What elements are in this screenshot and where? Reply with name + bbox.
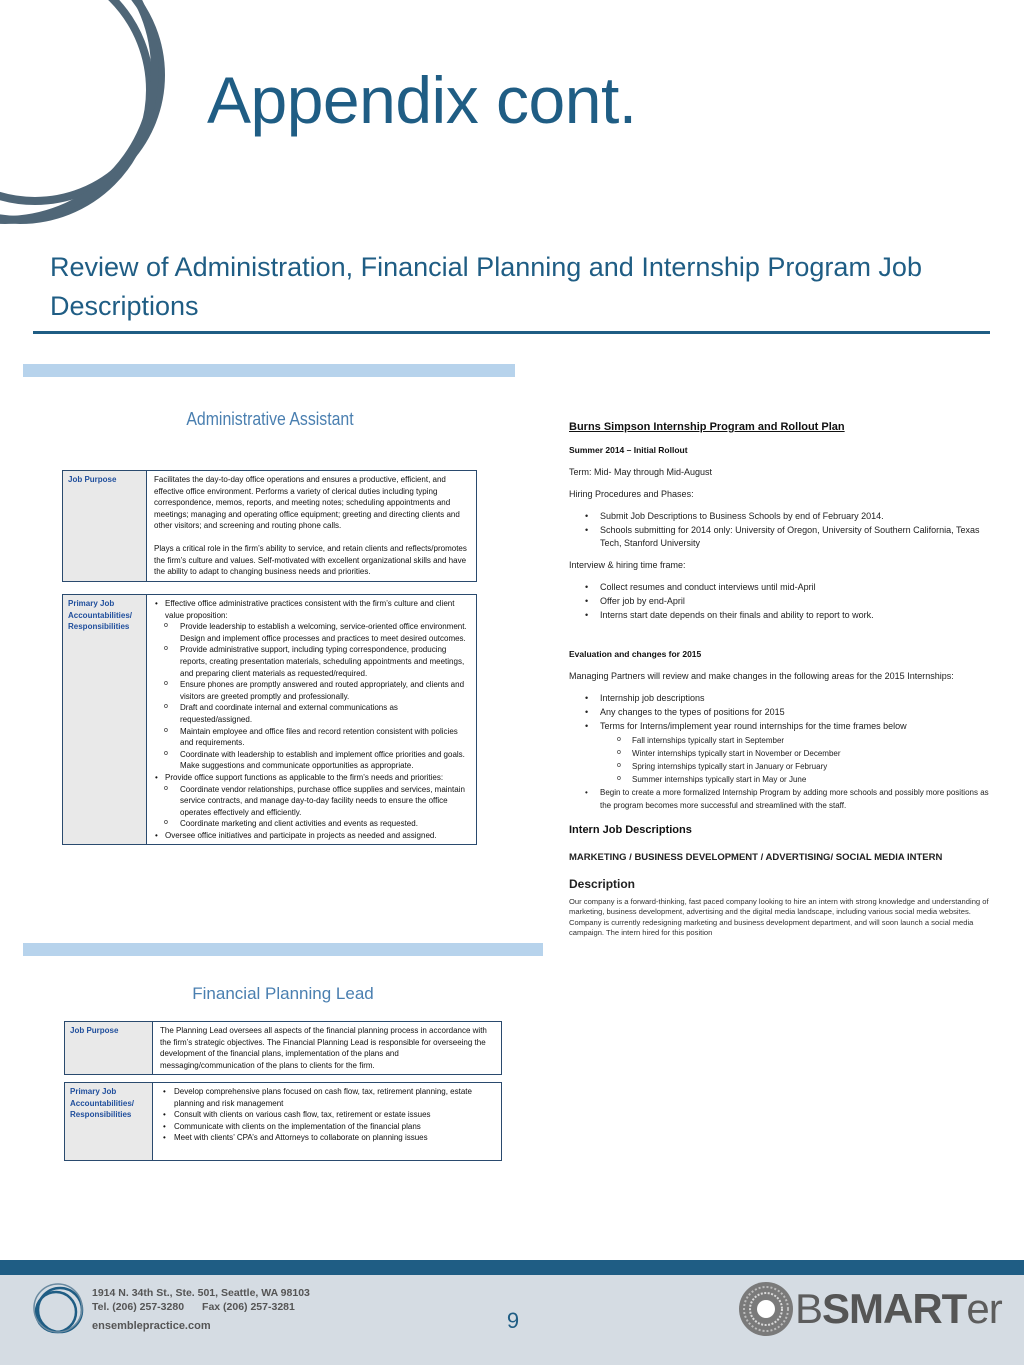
list-item: o Ensure phones are promptly answered and routed appropriately, and clients and visitors are greeted promptly and professionally.: [154, 679, 469, 702]
list-item: • Schools submitting for 2014 only: University of Oregon, University of Southern California, Texas Tech, Stanford University: [569, 524, 999, 550]
ensemble-practice-logo-icon: [28, 1280, 88, 1340]
internship-heading: Burns Simpson Internship Program and Rollout Plan: [569, 421, 845, 433]
eval-heading: Evaluation and changes for 2015: [569, 649, 702, 659]
admin-purpose-label: Job Purpose: [63, 471, 147, 582]
description-text: Our company is a forward-thinking, fast paced company looking to hire an intern with strong knowledge and understanding of marketing, business development, advertising and the digital media landscape, including various social media websites. Company is currently redesigning marketing and business development department, and will soon launch a social media campaign. The intern hired for this position: [569, 897, 989, 938]
list-item: • Communicate with clients on the implementation of the financial plans: [160, 1121, 494, 1133]
admin-responsibilities-label: Primary Job Accountabilities/ Responsibilities: [63, 595, 147, 845]
admin-purpose-table: [62, 470, 477, 582]
brand-bold: SMART: [822, 1285, 967, 1332]
section-band-financial-planning: [23, 943, 543, 956]
list-item: o Provide leadership to establish a welcoming, service-oriented office environment. Design and implement office processes and practices to meet desired outcomes.: [154, 621, 469, 644]
admin-section-title: Administrative Assistant: [186, 409, 354, 429]
list-item: o Maintain employee and office files and record retention consistent with policies and requirements.: [154, 726, 469, 749]
list-item: • Effective office administrative practices consistent with the firm’s culture and client value proposition:: [154, 598, 469, 621]
list-item: o Provide administrative support, including typing correspondence, producing reports, creating presentation materials, scheduling appointments and meetings, and preparing client materials as requested/required.: [154, 644, 469, 679]
list-item: • Oversee office initiatives and participate in projects as needed and assigned.: [154, 830, 469, 842]
list-item: • Any changes to the types of positions for 2015: [569, 706, 999, 719]
interview-list: [569, 581, 999, 622]
admin-responsibilities-content: [147, 595, 477, 845]
fp-purpose-table: [64, 1021, 502, 1075]
list-item: • Begin to create a more formalized Internship Program by adding more schools and possibly more positions as the program becomes more successful and streamlined with the staff.: [569, 786, 999, 812]
intern-jd-heading: Intern Job Descriptions: [569, 824, 692, 836]
list-item: o Summer internships typically start in May or June: [569, 773, 999, 786]
list-item: • Offer job by end-April: [569, 595, 999, 608]
bsmarter-wordmark: [795, 1285, 1002, 1333]
list-item: o Spring internships typically start in January or February: [569, 760, 999, 773]
fp-purpose-text: The Planning Lead oversees all aspects of the financial planning process in accordance with the firm’s strategic objectives. The Financial Planning Lead is responsible for overseeing the development of the financial plans, implementation of the plans and messaging/communication of the plans to clients for the firm.: [160, 1026, 487, 1070]
page-number: 9: [506, 1308, 520, 1333]
list-item: • Interns start date depends on their finals and ability to report to work.: [569, 609, 999, 622]
fp-section-title: Financial Planning Lead: [192, 984, 374, 1003]
fp-purpose-content: [153, 1022, 502, 1075]
page-subtitle: Review of Administration, Financial Planning and Internship Program Job Descriptions: [50, 252, 922, 321]
admin-responsibilities-table: [62, 594, 477, 845]
description-heading: Description: [569, 877, 636, 891]
list-item: • Provide office support functions as applicable to the firm’s needs and priorities:: [154, 772, 469, 784]
list-item: • Develop comprehensive plans focused on cash flow, tax, retirement planning, estate planning and risk management: [160, 1086, 494, 1109]
address-line: 1914 N. 34th St., Ste. 501, Seattle, WA 98103: [92, 1287, 310, 1299]
admin-purpose-content: [147, 471, 477, 582]
list-item: o Draft and coordinate internal and external communications as requested/assigned.: [154, 702, 469, 725]
list-item: o Coordinate vendor relationships, purchase office supplies and services, maintain service contracts, and manage day-to-day facility needs to ensure the office operates effectively and efficiently.: [154, 784, 469, 819]
interview-label: Interview & hiring time frame:: [569, 560, 686, 570]
list-item: • Internship job descriptions: [569, 692, 999, 705]
section-band-admin: [23, 364, 515, 377]
phone-number: Tel. (206) 257-3280: [92, 1301, 185, 1313]
list-item: • Terms for Interns/implement year round internships for the time frames below: [569, 720, 999, 733]
admin-purpose-text-1: Facilitates the day-to-day office operations and ensures a productive, efficient, and effective office environment. Performs a variety of clerical duties including typing correspondence, memos, reports, and meeting notes; scheduling appointments and meetings; managing and operating office equipment; greeting and directing clients and other visitors; and screening and routing phone calls.: [154, 475, 460, 531]
brand-prefix: B: [795, 1285, 823, 1332]
footer-bar: [0, 1260, 1024, 1275]
term-text: Term: Mid- May through Mid-August: [569, 467, 713, 477]
fp-purpose-label: Job Purpose: [65, 1022, 153, 1075]
list-item: • Collect resumes and conduct interviews until mid-April: [569, 581, 999, 594]
internship-section: [569, 421, 999, 939]
intern-roles: MARKETING / BUSINESS DEVELOPMENT / ADVERTISING/ SOCIAL MEDIA INTERN: [569, 852, 943, 863]
list-item: o Coordinate marketing and client activities and events as requested.: [154, 818, 469, 830]
list-item: o Winter internships typically start in November or December: [569, 747, 999, 760]
footer-website: ensemblepractice.com: [92, 1320, 211, 1332]
list-item: o Coordinate with leadership to establish and implement office priorities and goals. Make suggestions and communicate opportunities as appropriate.: [154, 749, 469, 772]
hiring-label: Hiring Procedures and Phases:: [569, 489, 694, 499]
eval-text: Managing Partners will review and make changes in the following areas for the 2015 Internships:: [569, 671, 954, 681]
list-item: o Fall internships typically start in September: [569, 734, 999, 747]
list-item: • Consult with clients on various cash flow, tax, retirement or estate issues: [160, 1109, 494, 1121]
hiring-list: [569, 510, 999, 550]
bsmarter-logo-icon: [737, 1280, 795, 1338]
decorative-rings-graphic: [0, 0, 200, 250]
brand-suffix: er: [966, 1285, 1002, 1332]
fax-number: Fax (206) 257-3281: [202, 1301, 295, 1313]
page-title: Appendix cont.: [207, 63, 637, 137]
footer-address: [92, 1286, 310, 1314]
list-item: • Submit Job Descriptions to Business Schools by end of February 2014.: [569, 510, 999, 523]
eval-list: [569, 692, 999, 812]
list-item: • Meet with clients’ CPA’s and Attorneys to collaborate on planning issues: [160, 1132, 494, 1144]
admin-purpose-text-2: Plays a critical role in the firm’s ability to service, and retain clients and reflects/promotes the firm’s culture and values. Self-motivated with excellent organizational skills and have the ability to adapt to changing business needs and priorities.: [154, 543, 467, 577]
summer-heading: Summer 2014 – Initial Rollout: [569, 445, 688, 455]
title-divider: [33, 331, 990, 334]
fp-responsibilities-table: [64, 1082, 502, 1161]
fp-responsibilities-label: Primary Job Accountabilities/ Responsibilities: [65, 1083, 153, 1161]
fp-responsibilities-content: [153, 1083, 502, 1161]
